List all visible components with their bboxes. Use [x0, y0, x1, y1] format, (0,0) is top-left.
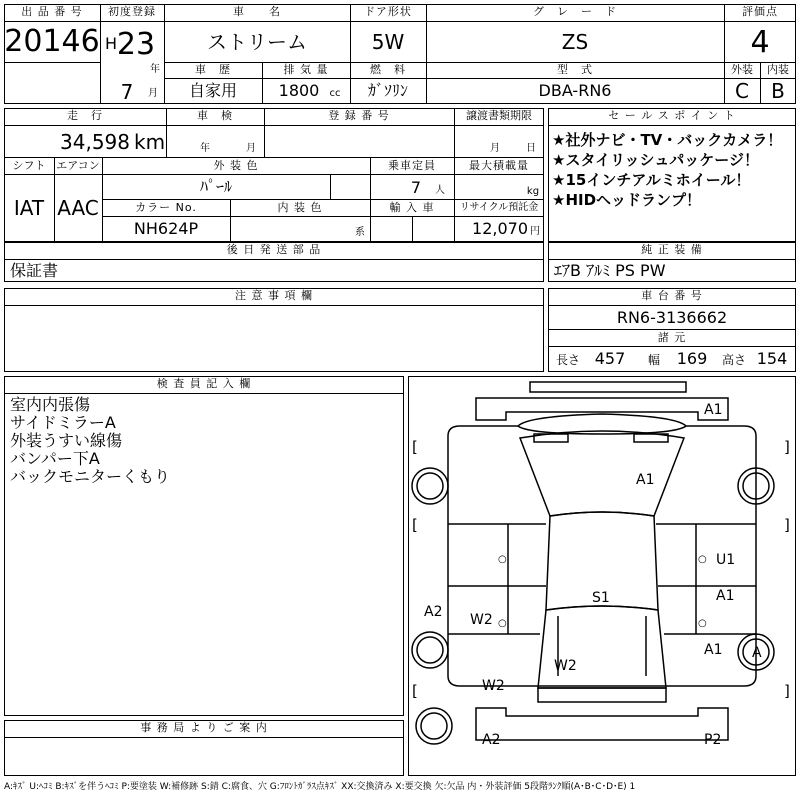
rear-bumper-outline	[476, 708, 728, 740]
door-type: 5W	[371, 30, 405, 54]
registration-year: 23	[116, 27, 156, 62]
recycle-label: リサイクル預託金	[459, 202, 539, 213]
mark-right-rear-quarter: A1	[704, 642, 723, 658]
mark-left-front-fender: A2	[424, 604, 443, 620]
genuine-equipment-value: ｴｱB ｱﾙﾐ PS PW	[554, 261, 666, 280]
exterior-grade-label: 外装	[731, 63, 753, 76]
later-parts-value: 保証書	[10, 261, 59, 280]
dimensions-label: 諸 元	[657, 331, 687, 344]
transfer-deadline-label: 譲渡書類期限	[466, 109, 532, 122]
tailgate-lower	[538, 688, 666, 702]
mark-right-rear-door: A1	[716, 588, 735, 604]
car-name: ストリーム	[207, 30, 307, 54]
divider	[4, 259, 544, 260]
interior-color-unit: 系	[355, 227, 365, 238]
bracket-right-low: ]	[784, 682, 790, 700]
inspector-note-line: 室内内張傷	[10, 395, 91, 414]
divider	[4, 125, 544, 126]
month-unit: 月	[148, 88, 158, 99]
height-label: 高さ	[722, 353, 747, 367]
exterior-grade: C	[735, 79, 749, 103]
interior-grade: B	[771, 79, 785, 103]
mark-right-rear-wheel: A	[752, 645, 762, 661]
max-load-label: 最大積載量	[469, 159, 529, 172]
sales-point-item: ★HIDヘッドランプ！	[552, 191, 702, 209]
first-registration-label: 初度登録	[108, 5, 156, 18]
aircon-label: エアコン	[56, 159, 100, 172]
inspection-year-unit: 年	[200, 143, 210, 154]
divider	[4, 21, 796, 22]
divider	[4, 174, 544, 175]
width: 169	[676, 349, 708, 368]
bracket-left-top: [	[412, 438, 418, 456]
circle-mark: ○	[498, 554, 507, 565]
mark-right-front-door: U1	[716, 552, 736, 568]
front-bumper-outline	[476, 398, 728, 420]
chassis-number: RN6-3136662	[616, 308, 728, 327]
notes-label: 注 意 事 項 欄	[235, 289, 313, 302]
later-parts-label: 後 日 発 送 部 品	[226, 243, 322, 256]
inspector-note-line: サイドミラーA	[10, 413, 116, 432]
inspector-notes	[10, 396, 400, 486]
length: 457	[594, 349, 626, 368]
divider	[548, 259, 796, 260]
capacity-label: 乗車定員	[388, 159, 436, 172]
score-label: 評価点	[742, 5, 778, 18]
mileage-label: 走 行	[67, 109, 103, 122]
registration-number-label: 登 録 番 号	[328, 109, 390, 122]
car-name-label: 車 名	[233, 5, 281, 18]
inspector-notes-label: 検 査 員 記 入 欄	[156, 377, 252, 390]
mark-rear-bumper-left: A2	[482, 732, 501, 748]
divider	[102, 216, 544, 217]
sales-point-item: ★社外ナビ・TV・バックカメラ！	[552, 131, 783, 149]
import-label: 輸 入 車	[389, 201, 435, 214]
door-type-label: ドア形状	[364, 5, 412, 18]
exterior-color: ﾊﾟｰﾙ	[199, 177, 232, 196]
divider	[4, 62, 100, 63]
recycle-unit: 円	[530, 226, 540, 237]
diagram-top-strip	[530, 382, 686, 392]
width-label: 幅	[648, 353, 661, 367]
hood-outline	[518, 426, 686, 434]
fuel-label: 燃 料	[370, 63, 406, 76]
max-load-unit: kg	[526, 186, 540, 197]
sales-point-item: ★15インチアルミホイール！	[552, 171, 751, 189]
chassis-number-label: 車 台 番 号	[641, 289, 703, 302]
divider	[164, 78, 796, 79]
circle-mark: ○	[498, 618, 507, 629]
shift: IAT	[13, 196, 45, 220]
mark-hood: A1	[636, 472, 655, 488]
inspection-label: 車 検	[197, 109, 233, 122]
registration-month: 7	[120, 80, 134, 104]
divider	[330, 174, 331, 199]
displacement-label: 排 気 量	[283, 63, 329, 76]
displacement-unit: cc	[329, 88, 341, 99]
divider	[548, 346, 796, 347]
history: 自家用	[188, 81, 237, 100]
exterior-color-label: 外 装 色	[213, 159, 259, 172]
inspection-month-unit: 月	[246, 143, 256, 154]
length-label: 長さ	[556, 353, 581, 367]
model-label: 型 式	[557, 63, 593, 76]
divider	[548, 125, 796, 126]
divider	[4, 737, 404, 738]
bracket-left-mid: [	[412, 516, 418, 534]
color-number-label: カラー No.	[135, 201, 197, 214]
grade-label: グ レ ー ド	[533, 5, 617, 18]
history-label: 車 歴	[195, 63, 231, 76]
mark-front-bumper: A1	[704, 402, 723, 418]
bracket-left-low: [	[412, 682, 418, 700]
model-code: DBA-RN6	[538, 81, 612, 100]
divider	[412, 216, 413, 242]
circle-mark: ○	[698, 618, 707, 629]
mark-left-front-door: W2	[470, 612, 493, 628]
damage-code-legend: A:ｷｽﾞ U:ﾍｺﾐ B:ｷｽﾞを伴うﾍｺﾐ P:要塗装 W:補修跡 S:錆 C:腐食、穴 G:ﾌﾛﾝﾄｶﾞﾗｽ点ｷｽﾞ XX:交換済み X:要交換 欠:欠品 内・外装評価 5段階ﾗﾝｸ順(A･B･C･D･E) 1	[4, 782, 636, 792]
car-diagram	[408, 376, 796, 776]
mileage-unit: km	[134, 130, 166, 154]
transfer-month-unit: 月	[490, 143, 500, 154]
mark-rear-bumper-right: P2	[704, 732, 722, 748]
mark-left-rear-door: W2	[482, 678, 505, 694]
lot-number: 20146	[4, 24, 100, 59]
divider	[4, 393, 404, 394]
inspector-note-line: バンパー下A	[10, 449, 100, 468]
year-unit: 年	[150, 64, 160, 75]
interior-color-label: 内 装 色	[277, 201, 323, 214]
mark-roof: S1	[592, 590, 610, 606]
sales-points-list	[552, 130, 794, 210]
genuine-equipment-label: 純 正 装 備	[641, 243, 703, 256]
fuel: ｶﾞｿﾘﾝ	[367, 81, 408, 100]
transfer-day-unit: 日	[526, 143, 536, 154]
color-number: NH624P	[133, 219, 199, 238]
divider	[4, 305, 544, 306]
bracket-right-top: ]	[784, 438, 790, 456]
inspector-note-line: 外装うすい線傷	[10, 431, 123, 450]
bracket-right-mid: ]	[784, 516, 790, 534]
sales-points-label: セ ー ル ス ポ イ ン ト	[608, 109, 736, 122]
aircon: AAC	[57, 196, 99, 220]
divider	[548, 305, 796, 306]
displacement: 1800	[278, 81, 320, 100]
height: 154	[756, 349, 788, 368]
shift-label: シフト	[12, 159, 46, 172]
inspector-note-line: バックモニターくもり	[10, 467, 171, 486]
circle-mark: ○	[698, 554, 707, 565]
lot-number-label: 出 品 番 号	[21, 5, 83, 18]
interior-grade-label: 内装	[767, 63, 789, 76]
score: 4	[750, 25, 770, 60]
rear-glass	[538, 606, 666, 688]
mileage: 34,598	[60, 130, 130, 154]
capacity-unit: 人	[435, 185, 445, 196]
windshield	[520, 431, 684, 516]
mark-rear-glass: W2	[554, 658, 577, 674]
sales-point-item: ★スタイリッシュパッケージ！	[552, 151, 759, 169]
capacity: 7	[410, 178, 422, 197]
recycle-fee: 12,070	[472, 219, 528, 238]
office-notice-label: 事 務 局 よ り ご 案 内	[140, 721, 268, 734]
grade: ZS	[561, 30, 589, 54]
era: H	[104, 34, 118, 53]
